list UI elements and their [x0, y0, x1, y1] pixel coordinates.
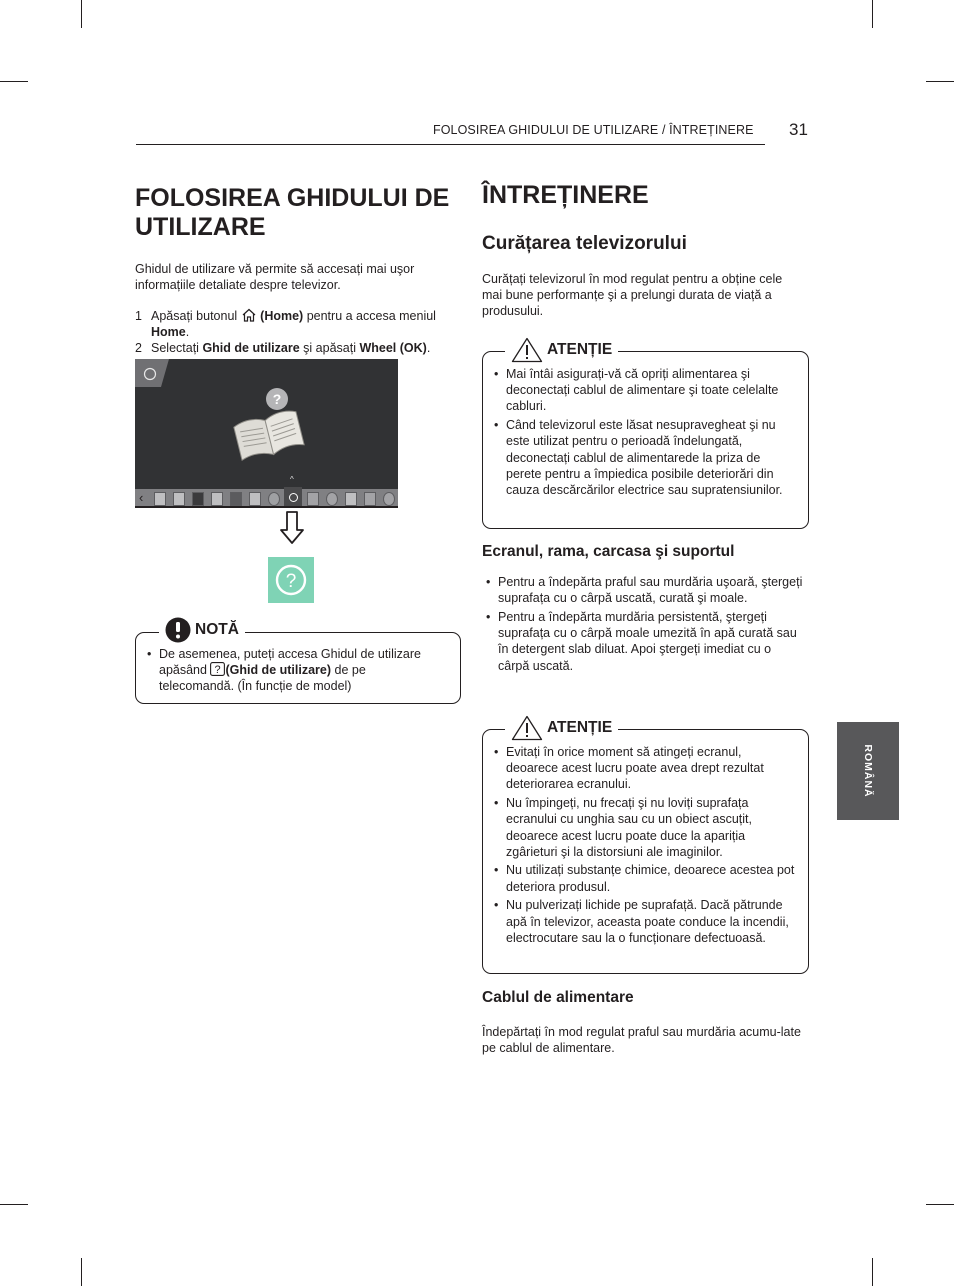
step-2: 2 Selectați Ghid de utilizare şi apăsați Wheel (OK). [135, 341, 431, 355]
list-item: • Nu utilizați substanțe chimice, deoarece acestea pot deteriora produsul. [494, 862, 796, 894]
tv-user-guide-screenshot [135, 359, 398, 508]
caution-list [494, 366, 796, 501]
svg-text:?: ? [214, 664, 222, 677]
language-tab [837, 722, 899, 820]
note-title: NOTĂ [159, 617, 245, 643]
warning-triangle-icon [511, 337, 543, 363]
caution-title: ATENȚIE [505, 337, 618, 363]
list-item: • Nu pulverizați lichide pe suprafață. Dacă pătrunde apă în televizor, aceasta poate conduce la incendii, electrocutare sau la o funcționare defectuoasă. [494, 897, 796, 946]
exclamation-icon [165, 617, 191, 643]
section-heading: Cablul de alimentare [482, 989, 634, 1006]
section-text: Curățați televizorul în mod regulat pentru a obține cele mai bune performanțe şi a prelungi durata de viață a produsului. [482, 272, 783, 319]
crop-mark [0, 81, 28, 82]
step-number: 1 [135, 309, 142, 323]
list-item: • Evitați în orice moment să atingeți ecranul, deoarece acest lucru poate avea drept rezultat deteriorarea ecranului. [494, 744, 796, 793]
right-title: ÎNTREȚINERE [482, 181, 649, 209]
crop-mark [872, 0, 873, 28]
section-heading: Ecranul, rama, carcasa şi suportul [482, 543, 735, 560]
crop-mark [872, 1258, 873, 1286]
list-item: • Mai întâi asigurați-vă că opriți alimentarea şi deconectați cablul de alimentare şi toate celelalte cabluri. [494, 366, 796, 415]
note-list [147, 646, 442, 697]
crop-mark [926, 81, 954, 82]
crop-mark [81, 0, 82, 28]
warning-triangle-icon [511, 715, 543, 741]
list-item: • Pentru a îndepărta murdăria persistentă, ştergeți suprafața cu o cârpă moale umezită în apă curată sau în detergent slab diluat. Apoi ştergeți imediat cu o cârpă uscată. [486, 609, 804, 674]
svg-text:?: ? [285, 571, 297, 592]
step-number: 2 [135, 341, 142, 355]
section-heading: Curățarea televizorului [482, 233, 687, 254]
list-item: • Pentru a îndepărta praful sau murdăria uşoară, ştergeți suprafața cu o cârpă uscată, curată şi moale. [486, 574, 804, 606]
list-item: • De asemenea, puteți accesa Ghidul de utilizare apăsând ? (Ghid de utilizare) de pe telecomandă. (În funcție de model) [147, 646, 442, 695]
left-intro: Ghidul de utilizare vă permite să accesați mai uşor informațiile detaliate despre televizor. [135, 262, 415, 293]
section-list [486, 574, 804, 676]
crop-mark [81, 1258, 82, 1286]
crop-mark [926, 1204, 954, 1205]
header-rule [136, 144, 765, 145]
list-item: • Nu împingeți, nu frecați şi nu loviți suprafața ecranului cu unghia sau cu un obiect ascuțit, deoarece acest lucru poate duce la apariția zgârieturi şi la distorsiuni ale imaginilor. [494, 795, 796, 860]
step-1: 1 Apăsați butonul (Home) pentru a accesa meniul Home. [135, 309, 436, 340]
caret-up-icon: ^ [290, 475, 294, 484]
list-item: • Când televizorul este lăsat nesupravegheat şi nu este utilizat pentru o perioadă îndelungată, deconectați cablul de alimentarede la priza de perete pentru a împiedica posibile deteriorări din cauza descărcărilor electrice sau supratensiunilor. [494, 417, 796, 498]
running-title: FOLOSIREA GHIDULUI DE UTILIZARE / ÎNTREȚINERE [433, 123, 754, 137]
svg-text:?: ? [272, 391, 282, 407]
crop-mark [0, 1204, 28, 1205]
caution-list [494, 744, 796, 948]
chevron-left-icon: ‹ [139, 490, 144, 505]
home-icon [241, 308, 257, 322]
tv-bottom-rule [135, 506, 398, 508]
help-icon [210, 662, 225, 676]
section-text: Îndepărtați în mod regulat praful sau murdăria acumu-late pe cablul de alimentare. [482, 1025, 801, 1056]
left-title: FOLOSIREA GHIDULUI DE UTILIZARE [135, 184, 450, 241]
caution-title: ATENȚIE [505, 715, 618, 741]
user-guide-help-icon [268, 557, 314, 603]
arrow-down-icon [279, 511, 305, 545]
language-tab-label: ROMÂNĂ [862, 744, 874, 798]
page-number: 31 [789, 120, 808, 139]
